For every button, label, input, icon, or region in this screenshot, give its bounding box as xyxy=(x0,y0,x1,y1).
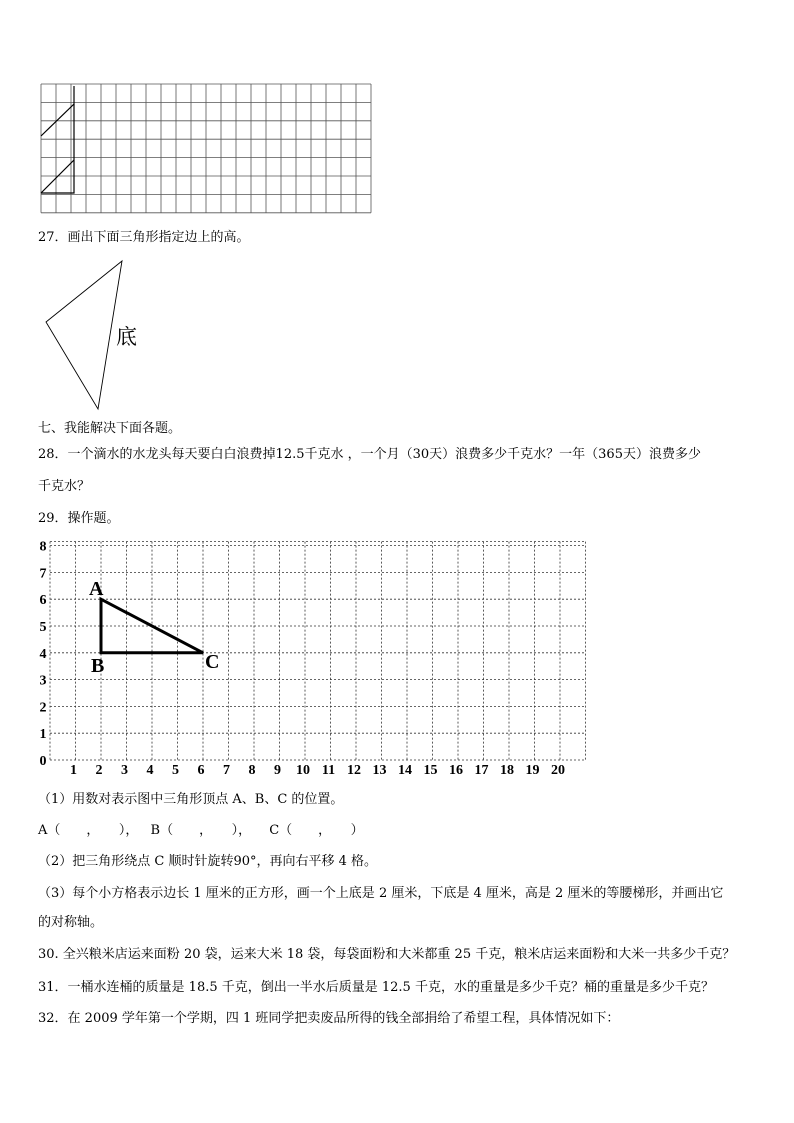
q32-text: 32．在 2009 学年第一个学期，四 1 班同学把卖废品所得的钱全部捐给了希望工程，具体情况如下： xyxy=(38,1011,620,1026)
q27-triangle-figure xyxy=(40,256,150,416)
x-tick-label: 2 xyxy=(95,763,103,778)
y-tick-label: 1 xyxy=(39,727,47,743)
x-tick-label: 9 xyxy=(274,763,281,778)
x-tick-label: 15 xyxy=(423,763,438,778)
x-tick-label: 17 xyxy=(474,763,489,778)
q27-triangle xyxy=(46,261,122,409)
x-tick-label: 4 xyxy=(146,763,154,778)
answer-c: C（ ， ） xyxy=(269,823,364,838)
q31-text: 31．一桶水连桶的质量是 18.5 千克，倒出一半水后质量是 12.5 千克，水的重量是多少千克？桶的重量是多少千克？ xyxy=(38,980,714,995)
section-7-title: 七、我能解决下面各题。 xyxy=(38,421,182,436)
vertex-label-c: C xyxy=(205,650,220,673)
y-tick-label: 3 xyxy=(39,673,47,689)
q28-line-2: 千克水？ xyxy=(38,479,91,494)
x-tick-label: 3 xyxy=(121,763,128,778)
y-tick-label: 8 xyxy=(39,540,47,555)
y-tick-label: 4 xyxy=(39,646,47,662)
answer-b: B（ ， ）， xyxy=(150,823,252,838)
y-tick-label: 0 xyxy=(39,754,47,769)
top-grid-lines xyxy=(41,84,371,213)
q29-sub3-line-2: 的对称轴。 xyxy=(38,915,104,930)
y-tick-label: 6 xyxy=(39,593,47,609)
q28-line-1: 28．一个滴水的水龙头每天要白白浪费掉12.5千克水 ，一个月（30天）浪费多少千克水？一年（365天）浪费多少 xyxy=(38,447,701,462)
q29-sub3-line-1: （3）每个小方格表示边长 1 厘米的正方形，画一个上底是 2 厘米，下底是 4 厘米，高是 2 厘米的等腰梯形，并画出它 xyxy=(38,886,724,901)
answer-a: A（ ， ）， xyxy=(38,823,139,838)
y-tick-label: 5 xyxy=(39,620,47,635)
x-tick-label: 1 xyxy=(70,763,77,778)
x-tick-label: 14 xyxy=(398,763,412,778)
x-tick-label: 6 xyxy=(197,763,205,778)
q29-title: 29．操作题。 xyxy=(38,511,120,526)
q27-base-label: 底 xyxy=(116,325,137,349)
x-tick-label: 18 xyxy=(500,763,514,778)
x-tick-label: 8 xyxy=(248,763,256,778)
vertex-label-a: A xyxy=(89,578,104,601)
x-tick-label: 10 xyxy=(296,763,310,778)
grid-lines xyxy=(50,542,586,760)
x-tick-label: 19 xyxy=(525,763,540,778)
x-tick-label: 13 xyxy=(372,763,387,778)
y-tick-label: 7 xyxy=(39,566,47,582)
q29-sub1: （1）用数对表示图中三角形顶点 A、B、C 的位置。 xyxy=(38,792,344,807)
x-tick-label: 16 xyxy=(449,763,463,778)
q29-answer-row xyxy=(38,822,364,840)
q27-prompt: 27．画出下面三角形指定边上的高。 xyxy=(38,230,250,245)
x-tick-label: 12 xyxy=(347,763,361,778)
x-tick-label: 11 xyxy=(321,763,336,778)
y-tick-label: 2 xyxy=(39,700,47,716)
q29-sub2: （2）把三角形绕点 C 顺时针旋转90°，再向右平移 4 格。 xyxy=(38,854,378,869)
q30-text: 30. 全兴粮米店运来面粉 20 袋，运来大米 18 袋，每袋面粉和大米都重 25 千克，粮米店运来面粉和大米一共多少千克？ xyxy=(38,947,736,962)
x-tick-label: 5 xyxy=(172,763,179,778)
x-tick-label: 20 xyxy=(551,763,565,778)
x-tick-label: 7 xyxy=(223,763,230,778)
vertex-label-b: B xyxy=(91,654,105,677)
top-grid-figure xyxy=(38,82,372,214)
q29-coordinate-grid xyxy=(30,540,620,780)
